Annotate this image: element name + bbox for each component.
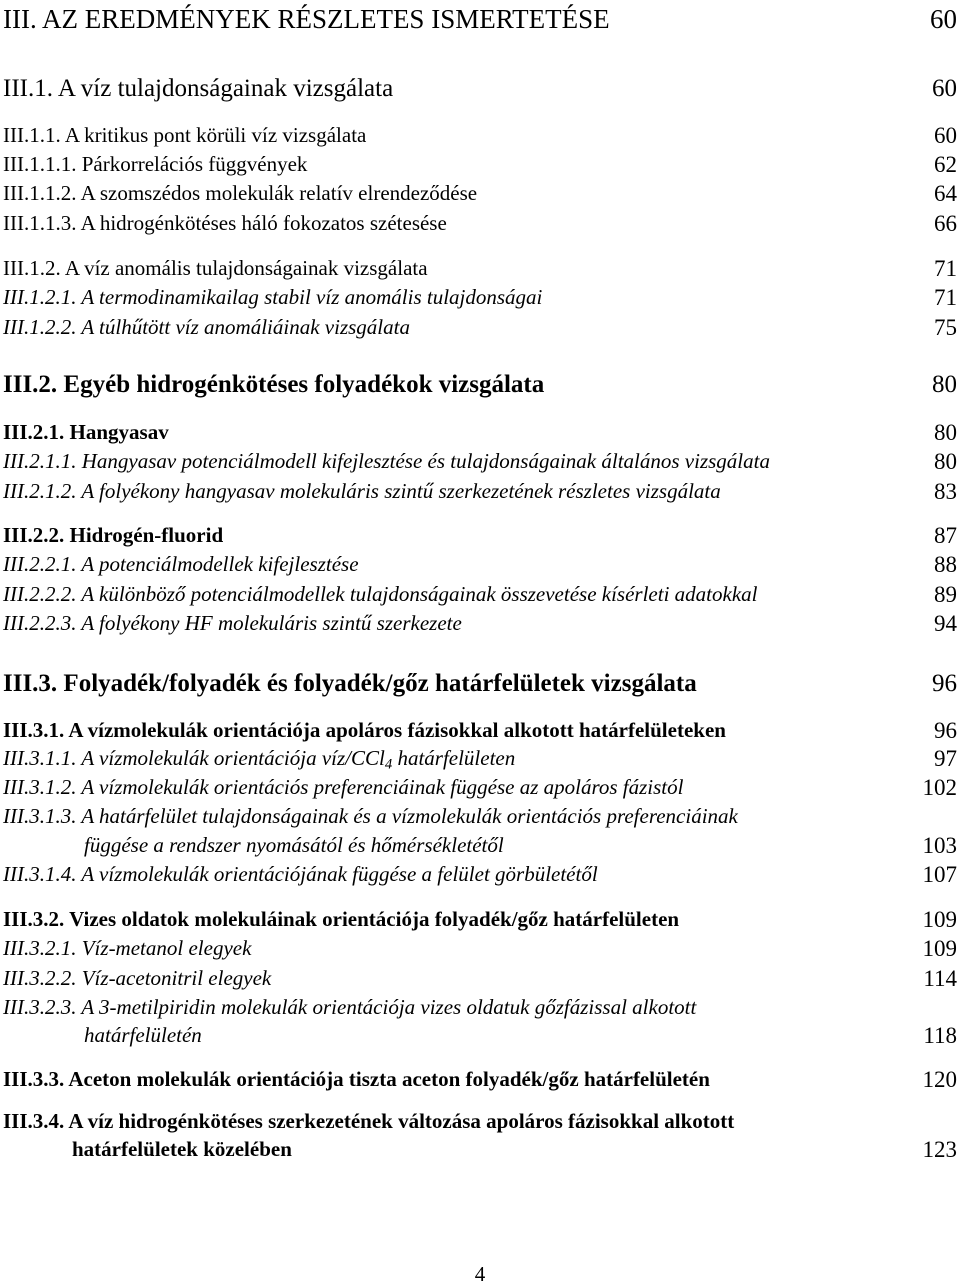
toc-entry-title: III.3.2.1. Víz-metanol elegyek bbox=[3, 936, 252, 960]
toc-entry-page: 80 bbox=[934, 420, 957, 445]
toc-subsubsection-entry[interactable] bbox=[0, 479, 960, 505]
toc-entry-page: 114 bbox=[923, 966, 957, 991]
toc-entry-title: III.1.1.3. A hidrogénkötéses háló fokozatos szétesése bbox=[3, 211, 447, 235]
toc-subsection-entry[interactable] bbox=[0, 152, 960, 178]
toc-entry-title: III.2.1.2. A folyékony hangyasav molekuláris szintű szerkezetének részletes vizsgálata bbox=[3, 479, 721, 503]
toc-subsubsection-entry[interactable] bbox=[0, 746, 960, 772]
toc-entry-page: 96 bbox=[934, 718, 957, 743]
toc-entry-page: 103 bbox=[922, 833, 957, 858]
toc-entry-page: 75 bbox=[934, 315, 957, 340]
toc-entry-title-continuation: határfelületek közelében bbox=[72, 1137, 292, 1161]
toc-entry-page: 109 bbox=[922, 907, 957, 932]
toc-entry-title: III.3.1.1. A vízmolekulák orientációja víz/CCl$_4$ határfelületen bbox=[3, 746, 516, 773]
toc-entry-page: 88 bbox=[934, 552, 957, 577]
toc-entry-title: III.3.1.2. A vízmolekulák orientációs preferenciáinak függése az apoláros fázistól bbox=[3, 775, 684, 799]
toc-entry-title: III.3.2.3. A 3-metilpiridin molekulák orientációja vizes oldatuk gőzfázissal alkotott bbox=[3, 995, 697, 1019]
toc-entry-title: III.3.1.4. A vízmolekulák orientációjának függése a felület görbületétől bbox=[3, 862, 598, 886]
toc-entry-page: 64 bbox=[934, 181, 957, 206]
toc-subsection-entry[interactable] bbox=[0, 256, 960, 282]
toc-subsection-entry[interactable] bbox=[0, 523, 960, 549]
toc-entry-page: 96 bbox=[932, 670, 957, 697]
toc-entry-title: III.2.1.1. Hangyasav potenciálmodell kifejlesztése és tulajdonságainak általános vizsgálata bbox=[3, 449, 770, 473]
toc-entry-page: 107 bbox=[922, 862, 957, 887]
toc-entry-title: III.2. Egyéb hidrogénkötéses folyadékok vizsgálata bbox=[3, 371, 545, 398]
toc-subsubsection-entry[interactable] bbox=[0, 995, 960, 1051]
toc-entry-page: 87 bbox=[934, 523, 957, 548]
toc-entry-title: III.1. A víz tulajdonságainak vizsgálata bbox=[3, 75, 394, 102]
toc-entry-title: III.3.1. A vízmolekulák orientációja apoláros fázisokkal alkotott határfelületeken bbox=[3, 718, 726, 742]
toc-entry-page: 97 bbox=[934, 746, 957, 771]
toc-subsubsection-entry[interactable] bbox=[0, 552, 960, 578]
toc-subsubsection-entry[interactable] bbox=[0, 582, 960, 608]
toc-entry-title: III.2.2.1. A potenciálmodellek kifejlesztése bbox=[3, 552, 359, 576]
toc-entry-title: III. AZ EREDMÉNYEK RÉSZLETES ISMERTETÉSE bbox=[3, 4, 610, 34]
toc-entry-page: 62 bbox=[934, 152, 957, 177]
toc-subsubsection-entry[interactable] bbox=[0, 804, 960, 860]
toc-entry-title: III.2.1. Hangyasav bbox=[3, 420, 169, 444]
toc-chapter-heading[interactable] bbox=[0, 4, 960, 36]
toc-entry-title: III.3.2.2. Víz-acetonitril elegyek bbox=[3, 966, 272, 990]
toc-subsubsection-entry[interactable] bbox=[0, 315, 960, 341]
toc-entry-page: 83 bbox=[934, 479, 957, 504]
toc-subsection-entry[interactable] bbox=[0, 1109, 960, 1165]
toc-entry-title: III.2.2. Hidrogén-fluorid bbox=[3, 523, 224, 547]
toc-entry-page: 71 bbox=[934, 256, 957, 281]
toc-entry-title: III.1.1.1. Párkorrelációs függvények bbox=[3, 152, 308, 176]
toc-entry-title: III.2.2.3. A folyékony HF molekuláris szintű szerkezete bbox=[3, 611, 462, 635]
toc-entry-title: III.3.1.3. A határfelület tulajdonságainak és a vízmolekulák orientációs preferenciáinak bbox=[3, 804, 738, 828]
toc-entry-title: III.3.3. Aceton molekulák orientációja tiszta aceton folyadék/gőz határfelületén bbox=[3, 1067, 710, 1091]
toc-subsubsection-entry[interactable] bbox=[0, 966, 960, 992]
toc-entry-title: III.2.2.2. A különböző potenciálmodellek tulajdonságainak összevetése kísérleti adatokkal bbox=[3, 582, 758, 606]
toc-entry-title: III.3. Folyadék/folyadék és folyadék/gőz határfelületek vizsgálata bbox=[3, 670, 697, 697]
toc-subsection-entry[interactable] bbox=[0, 718, 960, 744]
toc-subsection-entry[interactable] bbox=[0, 181, 960, 207]
toc-entry-page: 80 bbox=[932, 371, 957, 398]
toc-entry-title: III.1.1. A kritikus pont körüli víz vizsgálata bbox=[3, 123, 367, 147]
toc-entry-page: 60 bbox=[932, 75, 957, 102]
toc-entry-page: 102 bbox=[922, 775, 957, 800]
toc-entry-title: III.3.4. A víz hidrogénkötéses szerkezetének változása apoláros fázisokkal alkotott bbox=[3, 1109, 735, 1133]
toc-section-entry[interactable] bbox=[0, 75, 960, 105]
toc-subsection-entry[interactable] bbox=[0, 1067, 960, 1093]
toc-entry-title: III.1.1.2. A szomszédos molekulák relatív elrendeződése bbox=[3, 181, 478, 205]
toc-entry-title: III.1.2.2. A túlhűtött víz anomáliáinak vizsgálata bbox=[3, 315, 410, 339]
toc-entry-title-continuation: határfelületén bbox=[84, 1023, 202, 1047]
toc-subsection-entry[interactable] bbox=[0, 211, 960, 237]
toc-entry-title: III.3.2. Vizes oldatok molekuláinak orientációja folyadék/gőz határfelületen bbox=[3, 907, 680, 931]
toc-entry-page: 118 bbox=[923, 1023, 957, 1048]
toc-subsubsection-entry[interactable] bbox=[0, 285, 960, 311]
toc-subsubsection-entry[interactable] bbox=[0, 775, 960, 801]
toc-subsubsection-entry[interactable] bbox=[0, 611, 960, 637]
toc-entry-title: III.1.2. A víz anomális tulajdonságainak vizsgálata bbox=[3, 256, 428, 280]
toc-subsubsection-entry[interactable] bbox=[0, 936, 960, 962]
toc-entry-page: 120 bbox=[922, 1067, 957, 1092]
toc-entry-page: 60 bbox=[934, 123, 957, 148]
toc-subsubsection-entry[interactable] bbox=[0, 862, 960, 888]
toc-entry-page: 71 bbox=[934, 285, 957, 310]
toc-entry-page: 94 bbox=[934, 611, 957, 636]
toc-subsubsection-entry[interactable] bbox=[0, 449, 960, 475]
toc-section-entry[interactable] bbox=[0, 371, 960, 401]
page-number: 4 bbox=[474, 1262, 486, 1286]
toc-entry-title-continuation: függése a rendszer nyomásától és hőmérsékletétől bbox=[84, 833, 504, 857]
toc-entry-page: 89 bbox=[934, 582, 957, 607]
toc-entry-page: 60 bbox=[930, 4, 957, 34]
toc-entry-title: III.1.2.1. A termodinamikailag stabil víz anomális tulajdonságai bbox=[3, 285, 543, 309]
toc-entry-page: 80 bbox=[934, 449, 957, 474]
toc-subsection-entry[interactable] bbox=[0, 123, 960, 149]
toc-subsection-entry[interactable] bbox=[0, 420, 960, 446]
toc-section-entry[interactable] bbox=[0, 670, 960, 700]
toc-subsection-entry[interactable] bbox=[0, 907, 960, 933]
toc-entry-page: 66 bbox=[934, 211, 957, 236]
toc-entry-page: 109 bbox=[922, 936, 957, 961]
toc-entry-page: 123 bbox=[922, 1137, 957, 1162]
